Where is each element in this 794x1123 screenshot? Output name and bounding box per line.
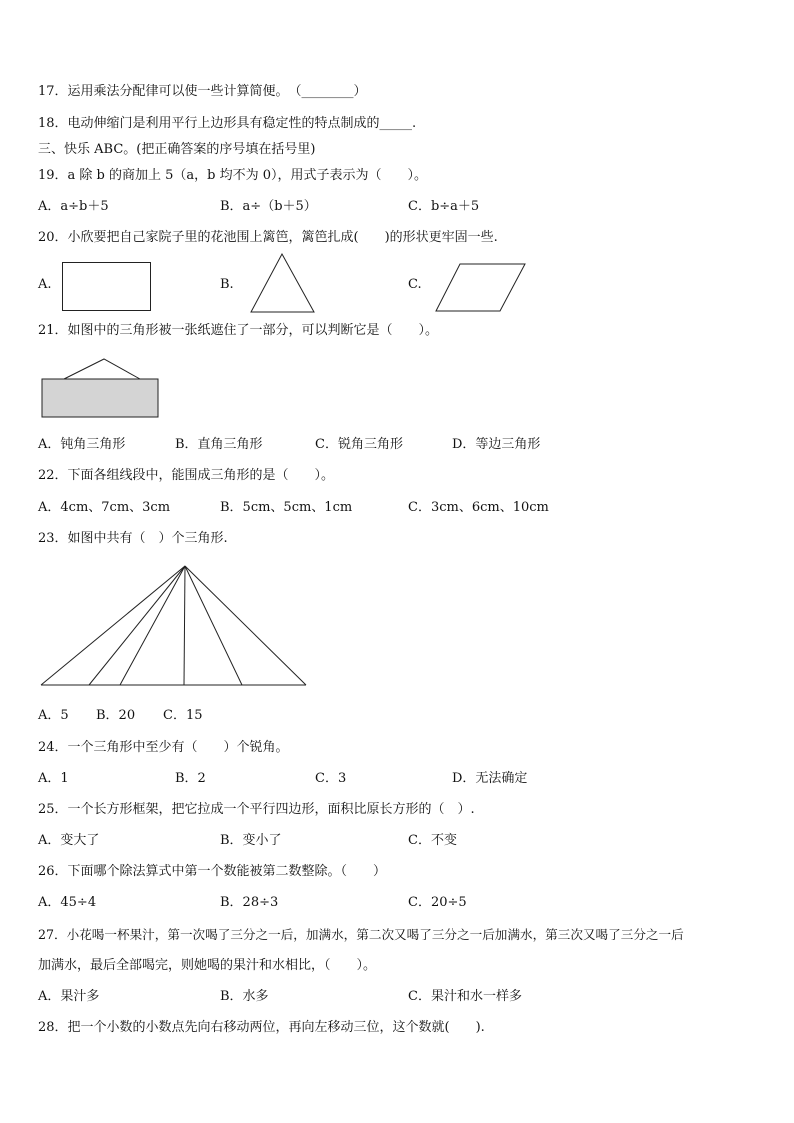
q22-option-c: C．3cm、6cm、10cm — [408, 500, 549, 515]
q19-option-c: C．b÷a＋5 — [408, 199, 480, 214]
q24-option-a: A．1 — [38, 771, 69, 786]
question-28: 28．把一个小数的小数点先向右移动两位，再向左移动三位，这个数就( ). — [38, 1020, 485, 1035]
q21-option-c: C．锐角三角形 — [315, 437, 403, 452]
q27-option-a: A．果汁多 — [38, 989, 100, 1004]
q26-option-c: C．20÷5 — [408, 895, 467, 910]
triangle-figure — [250, 253, 316, 313]
question-23: 23．如图中共有（ ）个三角形. — [38, 531, 228, 546]
q23-option-c: C．15 — [163, 708, 203, 723]
q20-option-a: A. — [38, 277, 52, 292]
q25-option-b: B．变小了 — [220, 833, 282, 848]
q21-option-d: D．等边三角形 — [452, 437, 541, 452]
question-26: 26．下面哪个除法算式中第一个数能被第二数整除。（ ） — [38, 864, 387, 879]
q20-option-c: C. — [408, 277, 422, 292]
q21-option-b: B．直角三角形 — [175, 437, 263, 452]
q22-option-b: B．5cm、5cm、1cm — [220, 500, 353, 515]
covered-triangle-figure — [40, 357, 162, 419]
q23-option-b: B．20 — [96, 708, 136, 723]
q19-option-b: B．a÷（b＋5） — [220, 199, 317, 214]
question-20: 20．小欣要把自己家院子里的花池围上篱笆，篱笆扎成( )的形状更牢固一些. — [38, 230, 498, 245]
q25-option-a: A．变大了 — [38, 833, 100, 848]
q20-option-b: B. — [220, 277, 234, 292]
parallelogram-figure — [435, 263, 527, 313]
q22-option-a: A．4cm、7cm、3cm — [38, 500, 171, 515]
question-21: 21．如图中的三角形被一张纸遮住了一部分，可以判断它是（ ）。 — [38, 323, 439, 338]
q24-option-b: B．2 — [175, 771, 206, 786]
section-heading: 三、快乐 ABC。(把正确答案的序号填在括号里) — [38, 142, 316, 157]
q27-option-b: B．水多 — [220, 989, 269, 1004]
question-24: 24．一个三角形中至少有（ ）个锐角。 — [38, 740, 289, 755]
q26-option-a: A．45÷4 — [38, 895, 97, 910]
q21-option-a: A．钝角三角形 — [38, 437, 126, 452]
question-27-continued: 加满水，最后全部喝完，则她喝的果汁和水相比，（ ）。 — [38, 958, 377, 973]
rectangle-figure — [62, 262, 152, 312]
question-18: 18．电动伸缩门是利用平行上边形具有稳定性的特点制成的_____. — [38, 116, 417, 131]
q19-option-a: A．a÷b＋5 — [38, 199, 109, 214]
fan-triangles-figure — [40, 563, 310, 689]
q24-option-d: D．无法确定 — [452, 771, 528, 786]
q25-option-c: C．不变 — [408, 833, 457, 848]
q27-option-c: C．果汁和水一样多 — [408, 989, 522, 1004]
question-22: 22．下面各组线段中，能围成三角形的是（ ）。 — [38, 468, 335, 483]
question-27: 27．小花喝一杯果汁，第一次喝了三分之一后，加满水，第二次又喝了三分之一后加满水，第三次又喝了三分之一后 — [38, 927, 684, 942]
q24-option-c: C．3 — [315, 771, 347, 786]
question-19: 19．a 除 b 的商加上 5（a，b 均不为 0），用式子表示为（ ）。 — [38, 168, 428, 183]
q26-option-b: B．28÷3 — [220, 895, 279, 910]
question-25: 25．一个长方形框架，把它拉成一个平行四边形，面积比原长方形的（ ）. — [38, 802, 475, 817]
q23-option-a: A．5 — [38, 708, 69, 723]
question-17: 17．运用乘法分配律可以使一些计算简便。 （________） — [38, 84, 367, 99]
